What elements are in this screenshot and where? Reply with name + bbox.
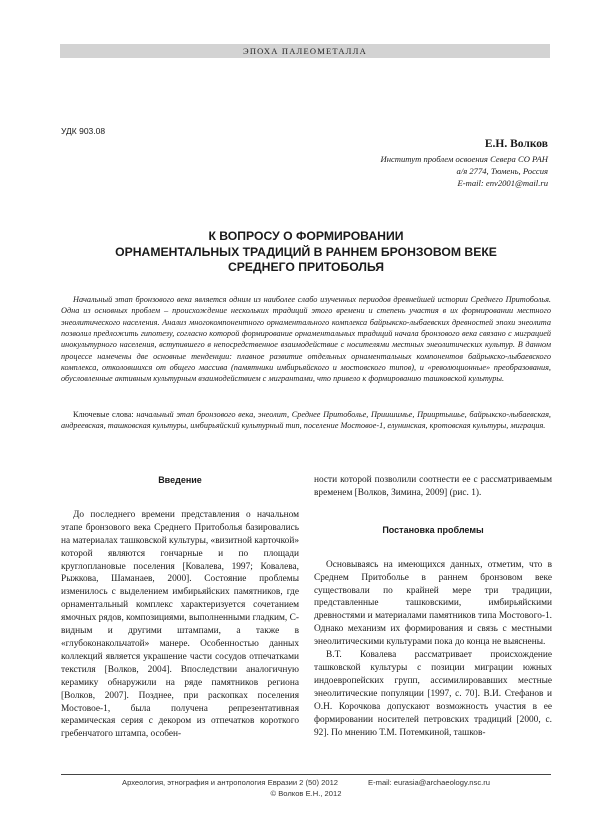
problem-paragraph-1: Основываясь на имеющихся данных, отметим, что в Среднем Притоболье в раннем бронзовом веке существовали по крайней мере три традиции, представленные ташковскими, имбирьяйскими древностями и материалами памятников типа Мостового-1. Однако механизм их формирования и связь с местными энеолитическими культурами пока до конца не выяснены. (314, 559, 552, 648)
continued-paragraph: ности которой позволили соотнести ее с рассматриваемым временем [Волков, Зимина, 2009] (рис. 1). (314, 475, 552, 498)
title-line-2: ОРНАМЕНТАЛЬНЫХ ТРАДИЦИЙ В РАННЕМ БРОНЗОВОМ ВЕКЕ (115, 244, 497, 259)
title-line-1: К ВОПРОСУ О ФОРМИРОВАНИИ (208, 229, 404, 243)
keywords-text: начальный этап бронзового века, энеолит, Среднее Притоболье, Приишимье, Прииртышье, байрыкско-лыбаевская, андреевская, ташковская культуры, имбирьяйский культурный тип, поселение Мостовое-1, елунинская, кротовская культуры, миграция. (61, 410, 551, 431)
problem-paragraph-2: В.Т. Ковалева рассматривает происхождение ташковской культуры с позиции миграции южных индоевропейских групп, ассимилировавших местные энеолитические популяции [1997, с. 70]. В.И. Стефанов и О.Н. Корочкова допускают возможность участия в ее формировании носителей петровских традиций [2000, с. 92]. По мнению Т.М. Потемкиной, ташков- (314, 650, 552, 738)
journal-email: E-mail: eurasia@archaeology.nsc.ru (368, 778, 490, 787)
column-right (314, 474, 552, 739)
author-email: E-mail: env2001@mail.ru (457, 178, 548, 188)
journal-citation: Археология, этнография и антропология Евразии 2 (50) 2012 (122, 778, 339, 787)
abstract: Начальный этап бронзового века является одним из наиболее слабо изученных периодов древнейшей истории Среднего Притоболья. Одна из основных проблем – происхождение нескольких традиций этого времени и степень участия в их формировании местного энеолитического населения. Анализ многокомпонентного орнаментального комплекса байрыкско-лыбаевских древностей эпохи энеолита позволил предложить гипотезу, согласно которой формирование орнаментальных традиций начала бронзового века связано с миграцией инокультурного населения, вступившего в непосредственное взаимодействие с носителями местных энеолитических культур. В данном процессе намечены две основные тенденции: плавное развитие отдельных орнаментальных компонентов байрыкско-лыбаевского комплекса, отколовшихся от общего массива (памятники имбирьяйского и мостовского типов), и «революционные» преобразования, обусловленные активным культурным взаимодействием с мигрантами, что привело к формированию ташковской культуры. (61, 295, 551, 384)
title-line-3: СРЕДНЕГО ПРИТОБОЛЬЯ (227, 260, 385, 274)
author-block (248, 138, 548, 189)
author-affiliation: Институт проблем освоения Севера СО РАН (380, 154, 548, 164)
footer-rule (61, 774, 551, 775)
author-name: Е.Н. Волков (484, 138, 548, 150)
section-title: ЭПОХА ПАЛЕОМЕТАЛЛА (243, 46, 367, 56)
section-header-band (60, 44, 550, 58)
udc-code: УДК 903.08 (61, 126, 106, 136)
section-heading-intro: Введение (158, 475, 202, 485)
keywords (61, 409, 551, 432)
article-title (61, 229, 551, 276)
intro-paragraph: До последнего времени представления о начальном этапе бронзового века Среднего Притоболья базировались на материалах ташковской культуры, «визитной карточкой» которой являются гончарные и по площади круглоплановые поселения [Ковалева, 1997; Ковалева, Рыжкова, Шаманаев, 2000]. Состояние проблемы изменилось с выделением имбирьяйских памятников, где орнаментальный комплекс характеризуется сочетанием ямочных рядов, композициями, выполненными гладким, С-видным и другими штампами, а также в «глубоконакольчатой» манере. Особенностью данных коллекций является украшение части сосудов отпечатками текстиля [Волков, 2004]. Впоследствии аналогичную керамику обнаружили на ряде памятников региона [Волков, 2007]. Позднее, при раскопках поселения Мостовое-1, была получена репрезентативная керамическая серия с декором из отпечатков короткого гребенчатого штампа, особен- (61, 509, 299, 740)
copyright: © Волков Е.Н., 2012 (270, 789, 342, 798)
footer (61, 778, 551, 798)
column-left (61, 474, 299, 741)
author-address: а/я 2774, Тюмень, Россия (456, 166, 548, 176)
section-heading-problem: Постановка проблемы (382, 524, 484, 535)
keywords-label: Ключевые слова: (73, 410, 137, 419)
